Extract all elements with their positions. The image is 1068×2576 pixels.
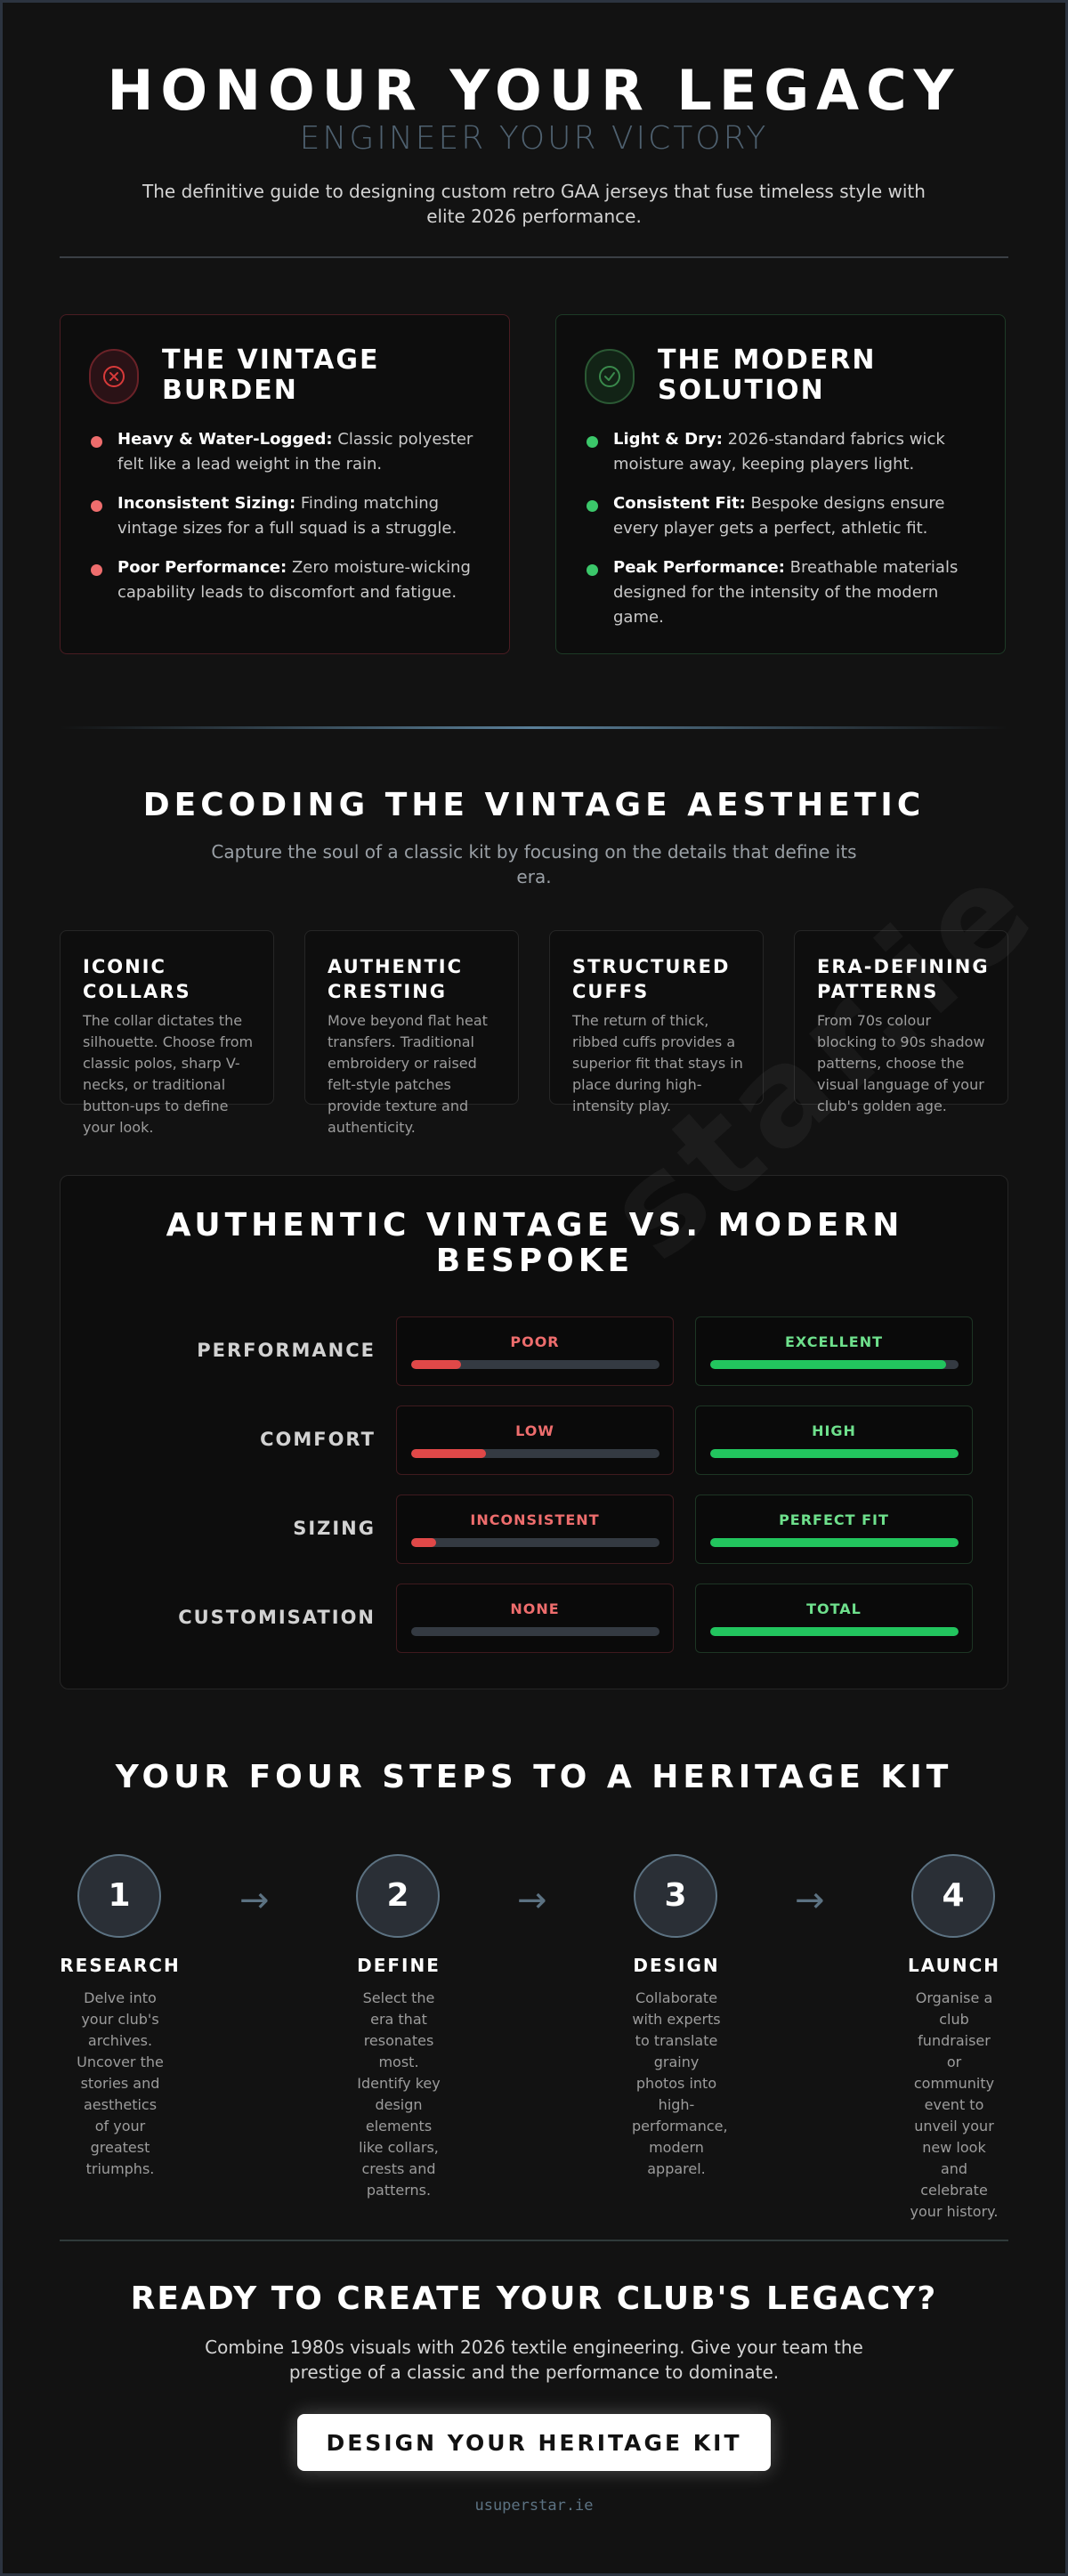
vintage-rating-value: POOR: [510, 1333, 560, 1350]
vintage-burden-list: [89, 427, 485, 620]
modern-progress-fill: [710, 1360, 946, 1369]
list-item: [585, 427, 981, 477]
vintage-rating: [396, 1405, 674, 1475]
comparison-label: SIZING: [293, 1518, 376, 1539]
item-heading: Light & Dry:: [613, 430, 723, 449]
comparison-label: CUSTOMISATION: [178, 1607, 376, 1628]
item-heading: Peak Performance:: [613, 558, 785, 577]
list-item: [585, 555, 981, 630]
item-heading: Inconsistent Sizing:: [117, 494, 296, 513]
modern-progress-fill: [710, 1449, 959, 1458]
modern-rating-value: TOTAL: [806, 1600, 862, 1617]
item-text: 2026-standard fabrics wick moisture away, keeping players light.: [613, 430, 945, 474]
step-description: Collaborate with experts to translate grainy photos into high-performance, modern apparel.: [632, 1989, 728, 2177]
step-title: DEFINE: [357, 1955, 441, 1976]
aesthetic-title: DECODING THE VINTAGE AESTHETIC: [142, 787, 926, 823]
vintage-rating-value: LOW: [515, 1422, 554, 1439]
cta-title: READY TO CREATE YOUR CLUB'S LEGACY?: [130, 2280, 938, 2317]
bullet-dot: [91, 436, 102, 448]
modern-rating-value: PERFECT FIT: [779, 1511, 889, 1528]
vintage-rating-value: NONE: [510, 1600, 560, 1617]
vintage-progress-fill: [411, 1449, 486, 1458]
item-text: Classic polyester felt like a lead weight in the rain.: [117, 430, 473, 474]
steps-title: YOUR FOUR STEPS TO A HERITAGE KIT: [115, 1759, 953, 1795]
modern-solution-card: [555, 314, 1006, 654]
feature-title: STRUCTURED CUFFS: [572, 956, 731, 1002]
section-divider: [60, 726, 1008, 729]
comparison-row: [61, 1405, 1009, 1475]
arrow-right-icon: →: [795, 1880, 825, 1921]
vintage-rating: [396, 1495, 674, 1564]
list-item: [89, 491, 485, 541]
modern-progress-track: [710, 1538, 959, 1547]
comparison-label: COMFORT: [260, 1429, 376, 1450]
modern-rating: [695, 1405, 973, 1475]
item-heading: Consistent Fit:: [613, 494, 746, 513]
feature-description: Move beyond flat heat transfers. Traditional embroidery or raised felt-style patches provide texture and authenticity.: [328, 1012, 488, 1136]
item-heading: Heavy & Water-Logged:: [117, 430, 333, 449]
feature-title: ICONIC COLLARS: [83, 956, 191, 1002]
bullet-dot: [91, 564, 102, 576]
item-text: Finding matching vintage sizes for a full squad is a struggle.: [117, 494, 457, 538]
feature-title: AUTHENTIC CRESTING: [328, 956, 464, 1002]
arrow-right-icon: →: [239, 1880, 270, 1921]
vintage-progress-track: [411, 1360, 659, 1369]
vintage-burden-card: [60, 314, 510, 654]
item-text: Zero moisture-wicking capability leads to discomfort and fatigue.: [117, 558, 471, 602]
modern-progress-fill: [710, 1538, 959, 1547]
modern-rating: [695, 1495, 973, 1564]
comparison-row: [61, 1495, 1009, 1564]
modern-rating: [695, 1584, 973, 1653]
cta-description: Combine 1980s visuals with 2026 textile engineering. Give your team the prestige of a classic and the performance to dominate.: [205, 2337, 863, 2383]
hero-description: The definitive guide to designing custom retro GAA jerseys that fuse timeless style with elite 2026 performance.: [142, 181, 926, 227]
feature-card-cresting: [304, 930, 519, 1136]
aesthetic-subtitle: Capture the soul of a classic kit by focusing on the details that define its era.: [211, 841, 857, 887]
bullet-dot: [91, 500, 102, 512]
list-item: [89, 427, 485, 477]
comparison-title: AUTHENTIC VINTAGE VS. MODERN BESPOKE: [166, 1207, 904, 1279]
design-heritage-kit-button[interactable]: DESIGN YOUR HERITAGE KIT: [297, 2414, 771, 2471]
bullet-dot: [587, 500, 598, 512]
comparison-label: PERFORMANCE: [197, 1340, 376, 1361]
modern-progress-track: [710, 1449, 959, 1458]
step-title: RESEARCH: [60, 1955, 181, 1976]
arrow-right-icon: →: [517, 1880, 547, 1921]
step-description: Select the era that resonates most. Identify key design elements like collars, crests and patterns.: [357, 1989, 441, 2199]
divider: [60, 256, 1008, 258]
vintage-burden-title: THE VINTAGE BURDEN: [162, 344, 380, 406]
step-number: 2: [356, 1854, 440, 1938]
hero-subtitle: ENGINEER YOUR VICTORY: [299, 120, 769, 157]
step-number: 3: [634, 1854, 717, 1938]
step-number: 1: [77, 1854, 161, 1938]
modern-rating-value: EXCELLENT: [785, 1333, 883, 1350]
feature-description: The return of thick, ribbed cuffs provides a superior fit that stays in place during high-intensity play.: [572, 1012, 743, 1114]
vintage-progress-fill: [411, 1538, 436, 1547]
modern-rating: [695, 1316, 973, 1386]
page-frame: [3, 3, 1065, 2573]
vintage-rating: [396, 1316, 674, 1386]
modern-solution-title: THE MODERN SOLUTION: [658, 344, 877, 406]
step-description: Delve into your club's archives. Uncover the stories and aesthetics of your greatest triumphs.: [77, 1989, 164, 2177]
vintage-progress-fill: [411, 1360, 461, 1369]
item-text: Breathable materials designed for the intensity of the modern game.: [613, 558, 959, 627]
feature-card-collars: [60, 930, 274, 1136]
list-item: [89, 555, 485, 605]
step-title: DESIGN: [633, 1955, 720, 1976]
comparison-panel: [60, 1175, 1008, 1689]
feature-card-cuffs: [549, 930, 764, 1114]
vintage-progress-track: [411, 1538, 659, 1547]
footer-url[interactable]: usuperstar.ie: [474, 2497, 594, 2515]
step-number: 4: [911, 1854, 995, 1938]
bullet-dot: [587, 564, 598, 576]
vintage-rating-value: INCONSISTENT: [470, 1511, 600, 1528]
check-circle-icon: [585, 349, 635, 404]
vintage-rating: [396, 1584, 674, 1653]
item-heading: Poor Performance:: [117, 558, 287, 577]
list-item: [585, 491, 981, 541]
vintage-progress-track: [411, 1449, 659, 1458]
comparison-row: [61, 1584, 1009, 1653]
modern-progress-track: [710, 1360, 959, 1369]
comparison-row: [61, 1316, 1009, 1386]
modern-progress-track: [710, 1627, 959, 1636]
step-title: LAUNCH: [907, 1955, 1000, 1976]
modern-solution-list: [585, 427, 981, 644]
modern-progress-fill: [710, 1627, 959, 1636]
bullet-dot: [587, 436, 598, 448]
feature-description: From 70s colour blocking to 90s shadow patterns, choose the visual language of your club's golden age.: [817, 1012, 985, 1114]
divider: [60, 2240, 1008, 2241]
step-description: Organise a club fundraiser or community event to unveil your new look and celebrate your history.: [910, 1989, 999, 2220]
feature-card-patterns: [794, 930, 1008, 1114]
x-circle-icon: [89, 349, 139, 404]
item-text: Bespoke designs ensure every player gets a perfect, athletic fit.: [613, 494, 945, 538]
vintage-progress-track: [411, 1627, 659, 1636]
feature-description: The collar dictates the silhouette. Choose from classic polos, sharp V-necks, or traditional button-ups to define your look.: [83, 1012, 254, 1136]
feature-title: ERA-DEFINING PATTERNS: [817, 956, 990, 1002]
hero-title: HONOUR YOUR LEGACY: [107, 58, 961, 123]
modern-rating-value: HIGH: [812, 1422, 856, 1439]
